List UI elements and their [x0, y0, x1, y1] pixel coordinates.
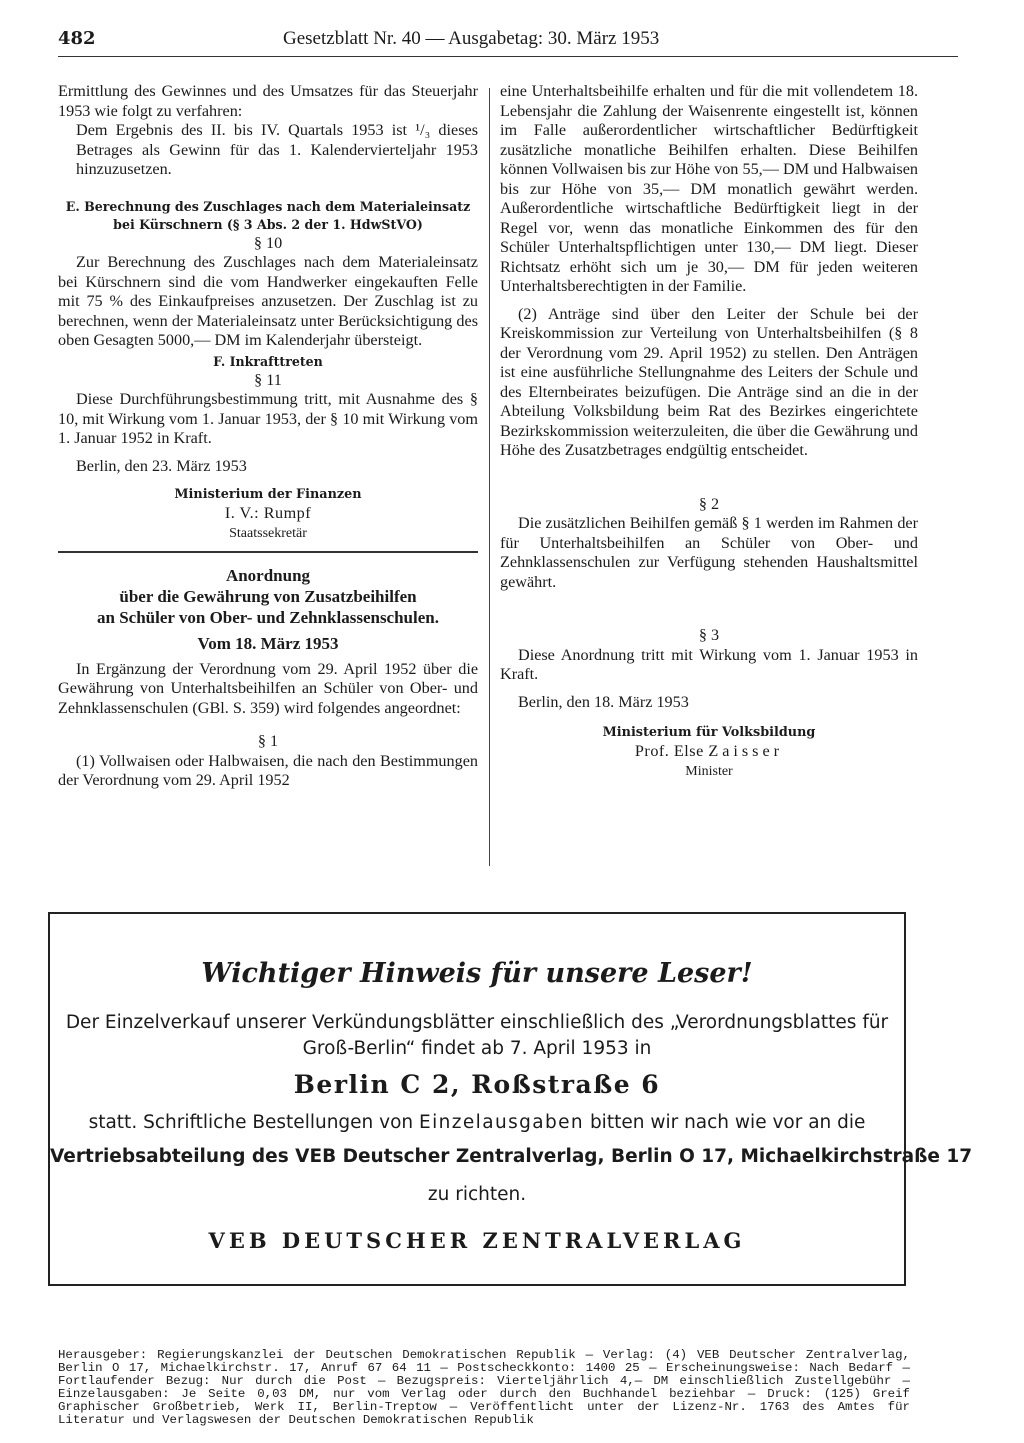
- anordnung-intro: In Ergänzung der Verordnung vom 29. April 1952 über die Gewährung von Unterhaltsbeihilfen an Schüler von Ober- und Zehnklassenschulen (GBl. S. 359) wird folgendes angeordnet:: [58, 659, 478, 717]
- paragraph-11-text: Diese Durchführungsbestimmung tritt, mit Ausnahme des § 10, mit Wirkung vom 1. Januar 1953, der § 10 mit Wirkung vom 1. Januar 1952 in Kraft.: [58, 390, 478, 447]
- signatory-role: Staatssekretär: [229, 525, 307, 541]
- signatory-name-right: [500, 742, 918, 762]
- anordnung-date: Vom 18. März 1953: [197, 634, 339, 653]
- signatory-role-right: Minister: [685, 763, 733, 779]
- paragraph-1-continuation: eine Unterhaltsbeihilfe erhalten und für die mit vollendetem 18. Lebensjahr die Zahlung der Waisenrente eingestellt ist, können im Falle außerordentlicher wirtschaftlicher Bedürftigkeit zusätzliche monatliche Beihilfen erhalten. Diese Beihilfen können Vollwaisen bis zur Höhe von 55,— DM und Halbwaisen bis zur Höhe von 35,— DM monatlich gewährt werden. Außerordentliche wirtschaftliche Bedürftigkeit liegt in der Regel vor, wenn das monatliche Einkommen des für den Schüler Unterhaltspflichtigen unter 130,— DM liegt. Dieser Richtsatz erhöht sich um je 30,— DM für jeden weiteren Unterhaltsberechtigten in der Familie.: [500, 82, 918, 295]
- place-date: Berlin, den 23. März 1953: [76, 456, 247, 475]
- ministry-name: Ministerium der Finanzen: [174, 487, 362, 502]
- intro-paragraph: Ermittlung des Gewinnes und des Umsatzes für das Steuerjahr 1953 wie folgt zu verfahren:: [58, 82, 478, 120]
- notice-box: [48, 912, 973, 1286]
- anordnung-title-line3: an Schüler von Ober- und Zehnklassenschulen.: [97, 608, 439, 627]
- paragraph-10-text: Zur Berechnung des Zuschlages nach dem Materialeinsatz bei Kürschnern sind die vom Handwerker eingekauften Felle mit 75 % des Einkaufpreises anzusetzen. Der Zuschlag ist zu berechnen, wenn der Materialeinsatz unter Berücksichtigung des oben Gesagten 5000,— DM im Kalenderjahr übersteigt.: [58, 253, 478, 349]
- paragraph-heading-11: § 11: [254, 370, 282, 389]
- ministry-name-right: Ministerium für Volksbildung: [602, 725, 816, 740]
- left-column: [58, 82, 478, 791]
- paragraph-3-text: Diese Anordnung tritt mit Wirkung vom 1. Januar 1953 in Kraft.: [500, 645, 918, 683]
- header-title: Gesetzblatt Nr. 40 — Ausgabetag: 30. März 1953: [283, 28, 660, 49]
- notice-line-1: Der Einzelverkauf unserer Verkündungsblätter einschließlich des „Verordnungsblattes für: [65, 1012, 889, 1033]
- notice-line-4: Vertriebsabteilung des VEB Deutscher Zentralverlag, Berlin O 17, Michaelkirchstraße 17: [50, 1146, 973, 1167]
- paragraph-1-text: (1) Vollwaisen oder Halbwaisen, die nach den Bestimmungen der Verordnung vom 29. April 1952: [58, 751, 478, 789]
- paragraph-1-subsection-2: (2) Anträge sind über den Leiter der Schule bei der Kreiskommission zur Verteilung von Unterhaltsbeihilfen (§ 8 der Verordnung vom 29. April 1952) zu stellen. Den Anträgen ist eine ausführliche Stellungnahme des Leiters der Schule und des Elternbeirates beizufügen. Die Anträge sind an die in der Abteilung Volksbildung beim Rat des Bezirkes eingerichtete Bezirkskommission weiterzuleiten, die über die Gewährung und Höhe des Zusatzbetrages endgültig entscheidet.: [500, 304, 918, 459]
- notice-line-3-emphasis: Einzelausgaben: [419, 1112, 585, 1133]
- page-number: 482: [58, 28, 96, 49]
- notice-line-2: Groß-Berlin“ findet ab 7. April 1953 in: [302, 1038, 652, 1059]
- signatory-surname: Zaisser: [708, 742, 784, 760]
- notice-line-3: [50, 1112, 904, 1133]
- intro-paragraph-2: Dem Ergebnis des II. bis IV. Quartals 1953 ist ¹/₃ dieses Betrages als Gewinn für das 1. Kalendervierteljahr 1953 hinzuzusetzen.: [76, 121, 478, 178]
- paragraph-heading-3: § 3: [698, 626, 720, 644]
- notice-line-3-end: bitten wir nach wie vor an die: [584, 1112, 866, 1133]
- page-header: [58, 22, 958, 58]
- paragraph-heading-1: § 1: [257, 732, 279, 750]
- notice-address: Berlin C 2, Roßstraße 6: [293, 1070, 661, 1099]
- column-divider: [489, 88, 490, 866]
- notice-publisher: VEB DEUTSCHER ZENTRALVERLAG: [208, 1228, 746, 1253]
- notice-line-5: zu richten.: [427, 1184, 527, 1205]
- anordnung-title-line2: über die Gewährung von Zusatzbeihilfen: [119, 587, 417, 606]
- header-rule: [58, 56, 958, 57]
- imprint-text: Herausgeber: Regierungskanzlei der Deutschen Demokratischen Republik — Verlag: (4) VEB Deutscher Zentralverlag, Berlin O 17, Michaelkirchstr. 17, Anruf 67 64 11 — Postscheckkonto: 1400 25 — Erscheinungsweise: Nach Bedarf — Fortlaufender Bezug: Nur durch die Post — Bezugspreis: Vierteljährlich 4,— DM einschließlich Zustellgebühr — Einzelausgaben: Je Seite 0,03 DM, nur vom Verlag oder durch den Buchhandel beziehbar — Druck: (125) Greif Graphischer Großbetrieb, Werk II, Berlin-Treptow — Veröffentlicht unter der Lizenz-Nr. 1763 des Amtes für Literatur und Verlagswesen der Deutschen Demokratischen Republik: [58, 1348, 910, 1427]
- paragraph-2-text: Die zusätzlichen Beihilfen gemäß § 1 werden im Rahmen der für Unterhaltsbeihilfen an Schüler von Ober- und Zehnklassenschulen zur Verfügung stehenden Haushaltsmittel gewährt.: [500, 514, 918, 591]
- section-separator: [58, 551, 478, 553]
- section-f-title: F. Inkrafttreten: [213, 353, 323, 369]
- imprint: [58, 1349, 910, 1427]
- right-column: [500, 82, 918, 781]
- notice-line-3-start: statt. Schriftliche Bestellungen von: [88, 1112, 420, 1133]
- notice-heading: Wichtiger Hinweis für unsere Leser!: [201, 958, 753, 989]
- anordnung-title-line1: Anordnung: [225, 566, 311, 585]
- paragraph-heading-10: § 10: [253, 233, 283, 252]
- signatory-name: I. V.: Rumpf: [224, 504, 312, 522]
- signatory-prefix: Prof. Else: [634, 742, 709, 760]
- section-e-title-line2: bei Kürschnern (§ 3 Abs. 2 der 1. HdwStVO): [113, 216, 423, 232]
- place-date-right: Berlin, den 18. März 1953: [518, 692, 689, 711]
- paragraph-heading-2: § 2: [698, 494, 720, 513]
- section-e-title-line1: E. Berechnung des Zuschlages nach dem Materialeinsatz: [65, 198, 471, 214]
